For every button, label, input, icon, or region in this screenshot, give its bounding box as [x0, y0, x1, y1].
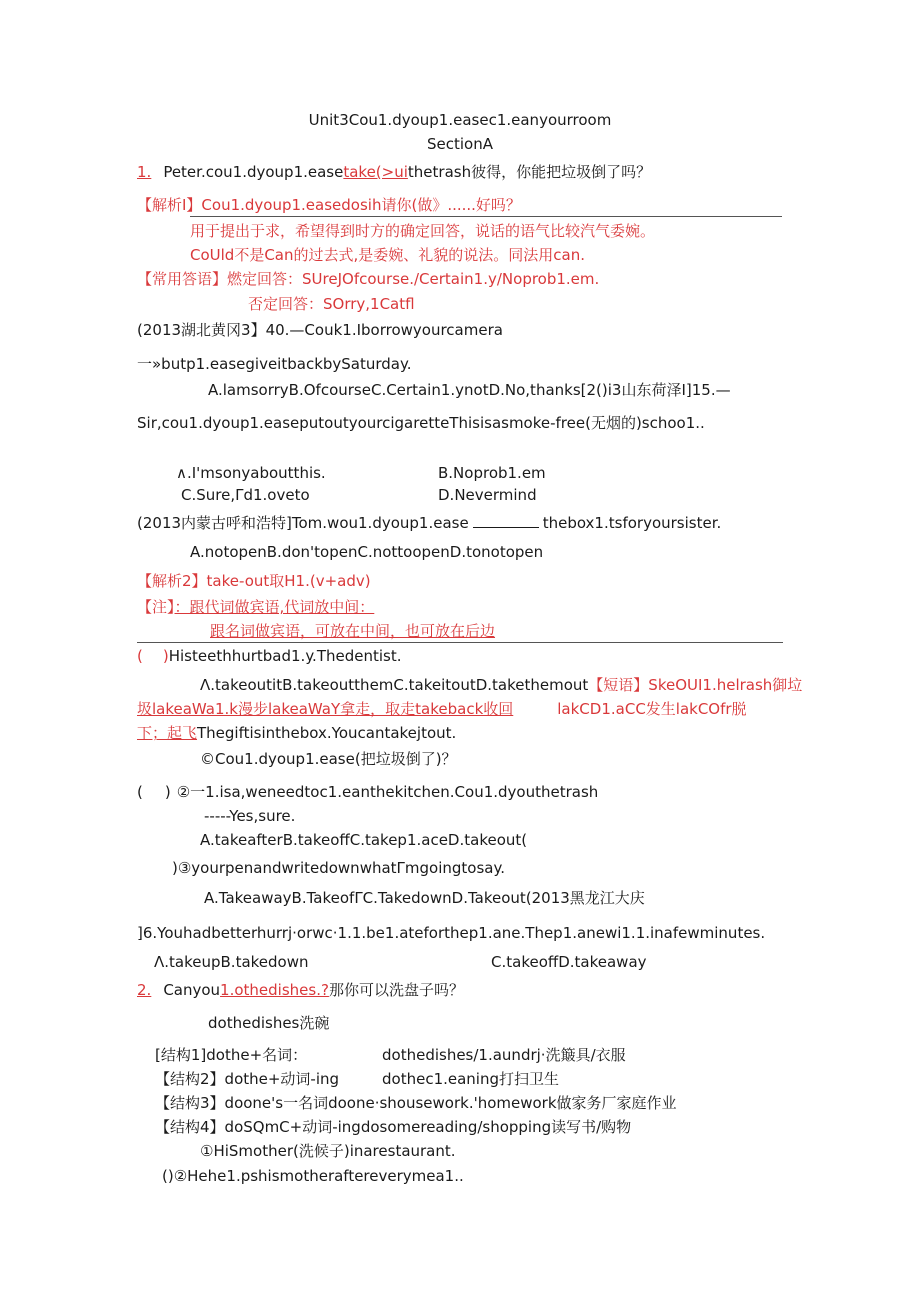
question-3-text: Histeethhurtbad1.y.Thedentist. [168, 647, 402, 665]
note-tag: 【注】 [137, 598, 175, 616]
question-4-sub4: ]6.Youhadbetterhurrj·orwc·1.1.be1.ateforthep1.ane.Thep1.anewi1.1.inafewminutes. [137, 924, 766, 942]
common-answers-negative: 否定回答：SOrry,1Catfl [248, 295, 415, 313]
exam-question-line: Sir,cou1.dyoup1.easeputoutyourcigaretteThisisasmoke-free(无烟的)schoo1.. [137, 414, 705, 432]
structure-3: 【结构3】doone's一名词doone·shousework.'homework做家务厂家庭作业 [155, 1094, 677, 1112]
structure-1-example: dothedishes/1.aundrj·洗簸具/衣服 [382, 1046, 626, 1064]
item-2-phrase: 1.othedishes.? [220, 981, 329, 999]
question-3 [137, 646, 402, 666]
item-2-number: 2. [137, 981, 152, 999]
phrase-line1: SkeOUI1.helrash御垃 [648, 676, 803, 694]
item-2 [137, 980, 464, 1000]
example-sentence: Thegiftisinthebox.Youcantakejtout. [197, 724, 457, 742]
item-1-number: 1. [137, 163, 152, 181]
phrase-tag: 【短语】 [588, 676, 649, 694]
analysis-1-line2: 用于提出于求，希望得到时方的确定回答，说话的语气比较汽气委婉。 [190, 222, 656, 240]
divider [190, 216, 782, 217]
page-title: Unit3Cou1.dyoup1.easec1.eanyourroom [308, 111, 612, 129]
note [137, 597, 374, 617]
item-1 [137, 162, 651, 182]
common-answers [137, 269, 599, 289]
common-answers-positive: 燃定回答：SUreJOfcourse./Certain1.y/Noprob1.em. [227, 270, 600, 288]
question-4-sub2 [137, 782, 598, 802]
exam-question-line: 一»butp1.easegiveitbackbySaturday. [137, 355, 412, 373]
paren-open: ( [137, 647, 143, 665]
answer-options: A.lamsorryB.OfcourseC.Certain1.ynotD.No,thanks[2()i3山东荷泽I]15.— [208, 381, 731, 399]
phrase-line2 [137, 699, 747, 719]
structure-2-label: 【结构2】dothe+动词-ing [155, 1070, 340, 1088]
answer-blank [473, 513, 539, 528]
paren-close: ) [162, 647, 169, 665]
question-4-sub3: )③yourpenandwritedownwhatΓmgoingtosay. [172, 859, 505, 877]
question-4-line: ©Cou1.dyoup1.ease(把垃圾倒了)？ [200, 750, 457, 768]
option-a: ∧.I'msonyaboutthis. [176, 464, 326, 482]
option-cd: C.takeoffD.takeaway [491, 953, 647, 971]
phrase-text: 圾lakeaWa1.k漫步lakeaWaY拿走，取走takeback收回 [137, 700, 514, 718]
section-title: SectionA [427, 135, 493, 153]
structure-1-label: [结构1]dothe+名词： [155, 1046, 308, 1064]
phrase-line3 [137, 723, 456, 743]
note-line2: 跟名词做宾语，可放在中间，也可放在后边 [210, 622, 496, 640]
item-1-pre: Peter.cou1.dyoup1.ease [163, 163, 344, 181]
answer-options: A.takeafterB.takeoffC.takep1.aceD.takeout( [200, 831, 528, 849]
structure-2-example: dothec1.eaning打扫卫生 [382, 1070, 559, 1088]
question-3-options [200, 675, 802, 695]
question-stem-end: thebox1.tsforyoursister. [542, 514, 722, 532]
item-1-phrase: take(>ui [343, 163, 408, 181]
exam-question-line: (2013湖北黄冈3】40.—Couk1.Iborrowyourcamera [137, 321, 503, 339]
paren-close: ) [164, 783, 171, 801]
phrase-text: 下；起飞 [137, 724, 198, 742]
item-1-post: thetrash彼得，你能把垃圾倒了吗？ [407, 163, 652, 181]
answer-options: A.TakeawayB.TakeofΓC.TakedownD.Takeout(2013黑龙江大庆 [204, 889, 645, 907]
answer-options: A.notopenB.don'topenC.nottoopenD.tonotopen [190, 543, 544, 561]
exercise-2: ()②Hehe1.pshismotheraftereverymea1.. [162, 1167, 464, 1185]
analysis-2-title: 【解析2】take-out取H1.(v+adv) [137, 572, 371, 590]
question-text: ②一1.isa,weneedtoc1.eanthekitchen.Cou1.dyouthetrash [176, 783, 599, 801]
divider [137, 642, 783, 643]
option-c: C.Sure,Γd1.oveto [181, 486, 310, 504]
option-d: D.Nevermind [438, 486, 537, 504]
answer-options: Λ.takeoutitB.takeoutthemC.takeitoutD.takethemout [200, 676, 589, 694]
paren-open: ( [137, 783, 143, 801]
common-answers-tag: 【常用答语】 [137, 270, 228, 288]
phrase-text: lakCD1.aCC发生lakCOfr脱 [557, 700, 747, 718]
option-b: B.Noprob1.em [438, 464, 546, 482]
item-2-pre: Canyou [163, 981, 221, 999]
analysis-1-line3: CoUld不是Can的过去式,是委婉、礼貌的说法。同法用can. [190, 246, 585, 264]
question-stem: (2013内蒙古呼和浩特]Tom.wou1.dyoup1.ease [137, 514, 469, 532]
analysis-1-title: 【解析I】Cou1.dyoup1.easedosih请你(做》......好吗？ [137, 196, 521, 214]
item-2-sub: dothedishes洗碗 [208, 1014, 330, 1032]
exercise-1: ①HiSmother(洗候子)inarestaurant. [200, 1142, 456, 1160]
option-ab: Λ.takeupB.takedown [154, 953, 309, 971]
exam-question-line [137, 513, 721, 533]
dialogue-reply: -----Yes,sure. [204, 807, 296, 825]
structure-4: 【结构4】doSQmC+动词-ingdosomereading/shopping读写书/购物 [155, 1118, 632, 1136]
note-line1: ：跟代词做宾语,代词放中间： [174, 598, 375, 616]
item-2-post: 那你可以洗盘子吗？ [328, 981, 464, 999]
